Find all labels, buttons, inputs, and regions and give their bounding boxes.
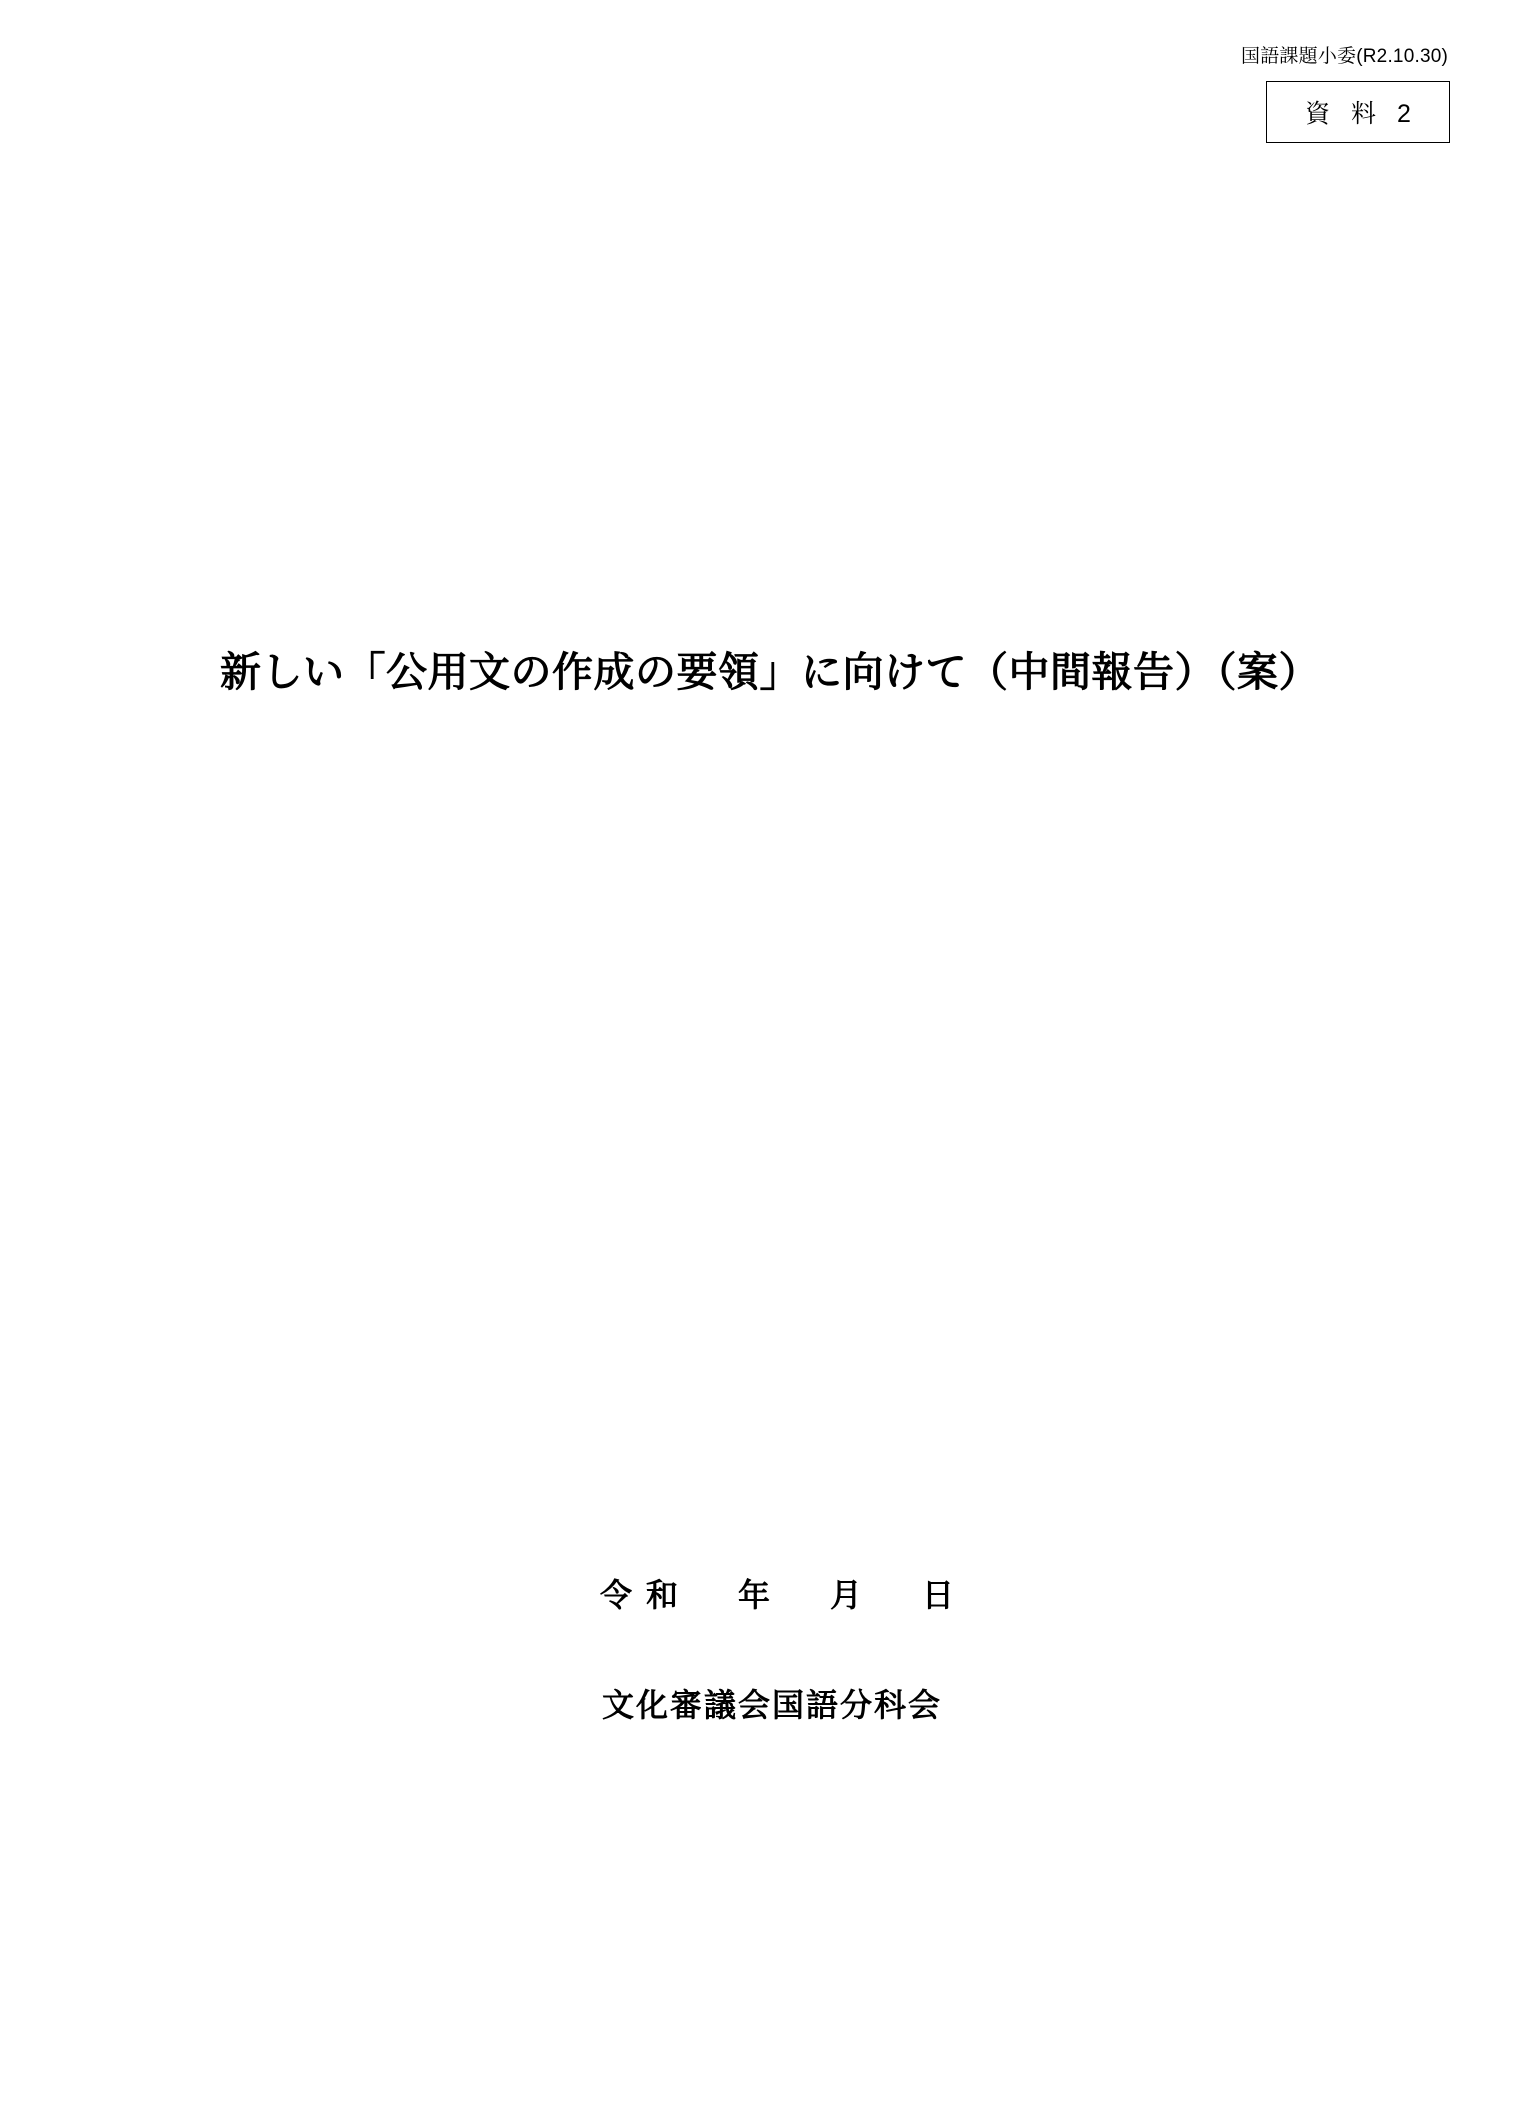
issuer-name: 文化審議会国語分科会 — [601, 1687, 942, 1723]
document-number-label: 資 料 2 — [1305, 99, 1418, 128]
meeting-label: 国語課題小委(R2.10.30) — [1241, 46, 1448, 67]
date-line: 令和 年 月 日 — [599, 1577, 968, 1613]
document-header — [1190, 46, 1450, 143]
document-number-box — [1266, 81, 1450, 143]
page-title: 新しい「公用文の作成の要領」に向けて（中間報告）（案） — [220, 649, 1320, 696]
